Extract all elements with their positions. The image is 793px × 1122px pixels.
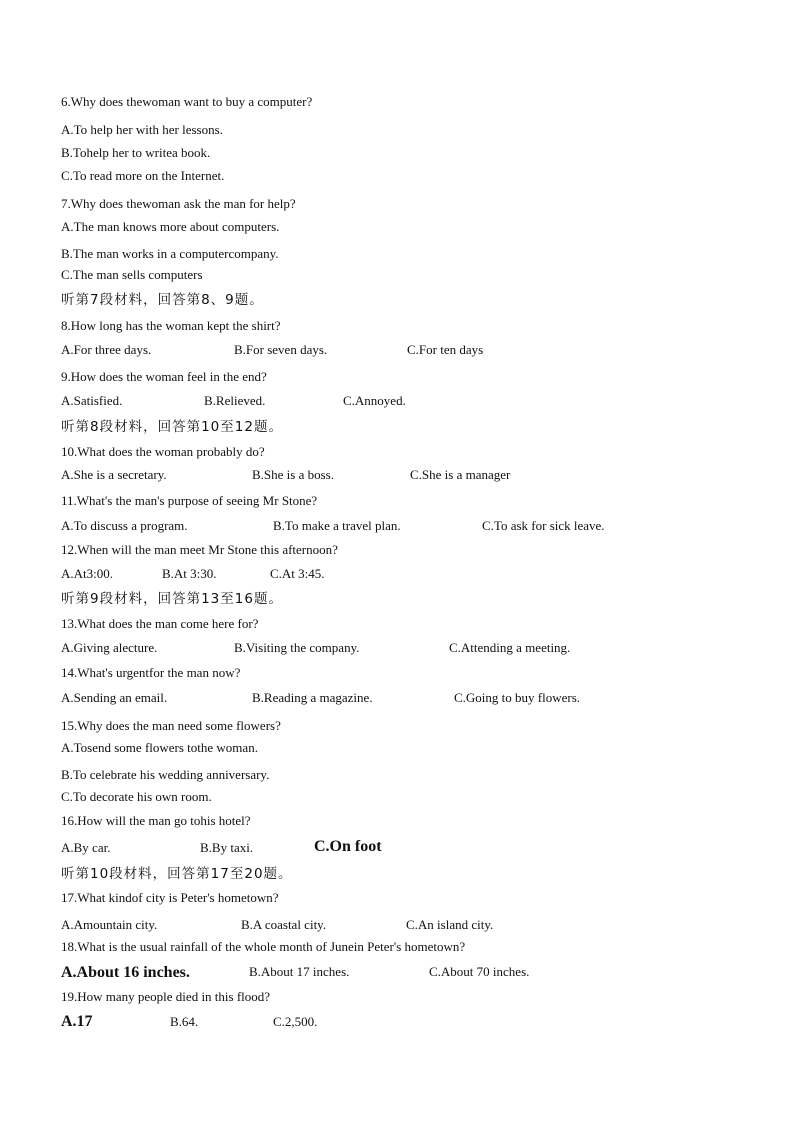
- section-7-instruction: 听第7段材料，回答第8、9题。: [61, 292, 264, 308]
- question-6-option-c: C.To read more on the Internet.: [61, 168, 225, 183]
- question-15-option-a: A.Tosend some flowers tothe woman.: [61, 740, 258, 755]
- question-19-option-b: B.64.: [170, 1014, 199, 1029]
- question-11-option-b: B.To make a travel plan.: [273, 518, 401, 533]
- question-17-option-a: A.Amountain city.: [61, 917, 158, 932]
- question-16-stem: 16.How will the man go tohis hotel?: [61, 813, 251, 828]
- question-6-stem: 6.Why does thewoman want to buy a computer?: [61, 94, 313, 109]
- question-14-stem: 14.What's urgentfor the man now?: [61, 665, 241, 680]
- question-18-option-b: B.About 17 inches.: [249, 964, 350, 979]
- question-15-option-b: B.To celebrate his wedding anniversary.: [61, 767, 270, 782]
- question-8-stem: 8.How long has the woman kept the shirt?: [61, 318, 281, 333]
- question-13-option-a: A.Giving alecture.: [61, 640, 158, 655]
- question-14-option-c: C.Going to buy flowers.: [454, 690, 581, 705]
- question-17-option-b: B.A coastal city.: [241, 917, 327, 932]
- question-11-option-c: C.To ask for sick leave.: [482, 518, 605, 533]
- section-10-instruction: 听第10段材料，回答第17至20题。: [61, 866, 293, 882]
- question-6-option-b: B.Tohelp her to writea book.: [61, 145, 211, 160]
- question-14-option-a: A.Sending an email.: [61, 690, 168, 705]
- question-8-option-a: A.For three days.: [61, 342, 152, 357]
- question-18-stem: 18.What is the usual rainfall of the whole month of Junein Peter's hometown?: [61, 939, 466, 954]
- question-18-option-a: A.About 16 inches.: [61, 964, 190, 981]
- question-15-option-c: C.To decorate his own room.: [61, 789, 212, 804]
- question-7-option-a: A.The man knows more about computers.: [61, 219, 280, 234]
- question-10-option-a: A.She is a secretary.: [61, 467, 167, 482]
- section-8-instruction: 听第8段材料，回答第10至12题。: [61, 419, 283, 435]
- question-18-option-c: C.About 70 inches.: [429, 964, 530, 979]
- question-6-option-a: A.To help her with her lessons.: [61, 122, 223, 137]
- question-9-stem: 9.How does the woman feel in the end?: [61, 369, 267, 384]
- question-12-option-c: C.At 3:45.: [270, 566, 325, 581]
- question-16-option-b: B.By taxi.: [200, 840, 254, 855]
- question-8-option-c: C.For ten days: [407, 342, 484, 357]
- question-7-stem: 7.Why does thewoman ask the man for help?: [61, 196, 296, 211]
- question-9-option-a: A.Satisfied.: [61, 393, 123, 408]
- question-14-option-b: B.Reading a magazine.: [252, 690, 373, 705]
- question-15-stem: 15.Why does the man need some flowers?: [61, 718, 281, 733]
- question-19-option-c: C.2,500.: [273, 1014, 318, 1029]
- question-10-stem: 10.What does the woman probably do?: [61, 444, 265, 459]
- question-10-option-b: B.She is a boss.: [252, 467, 334, 482]
- question-17-stem: 17.What kindof city is Peter's hometown?: [61, 890, 279, 905]
- question-11-option-a: A.To discuss a program.: [61, 518, 188, 533]
- question-19-option-a: A.17: [61, 1013, 93, 1030]
- question-13-option-c: C.Attending a meeting.: [449, 640, 571, 655]
- question-16-option-c: C.On foot: [314, 838, 382, 855]
- question-13-option-b: B.Visiting the company.: [234, 640, 360, 655]
- section-9-instruction: 听第9段材料，回答第13至16题。: [61, 591, 283, 607]
- question-12-option-a: A.At3:00.: [61, 566, 113, 581]
- question-10-option-c: C.She is a manager: [410, 467, 511, 482]
- question-19-stem: 19.How many people died in this flood?: [61, 989, 271, 1004]
- question-7-option-c: C.The man sells computers: [61, 267, 203, 282]
- question-11-stem: 11.What's the man's purpose of seeing Mr Stone?: [61, 493, 318, 508]
- question-9-option-c: C.Annoyed.: [343, 393, 406, 408]
- question-17-option-c: C.An island city.: [406, 917, 494, 932]
- question-12-option-b: B.At 3:30.: [162, 566, 217, 581]
- question-13-stem: 13.What does the man come here for?: [61, 616, 259, 631]
- question-16-option-a: A.By car.: [61, 840, 111, 855]
- question-8-option-b: B.For seven days.: [234, 342, 328, 357]
- question-9-option-b: B.Relieved.: [204, 393, 266, 408]
- question-7-option-b: B.The man works in a computercompany.: [61, 246, 279, 261]
- question-12-stem: 12.When will the man meet Mr Stone this afternoon?: [61, 542, 338, 557]
